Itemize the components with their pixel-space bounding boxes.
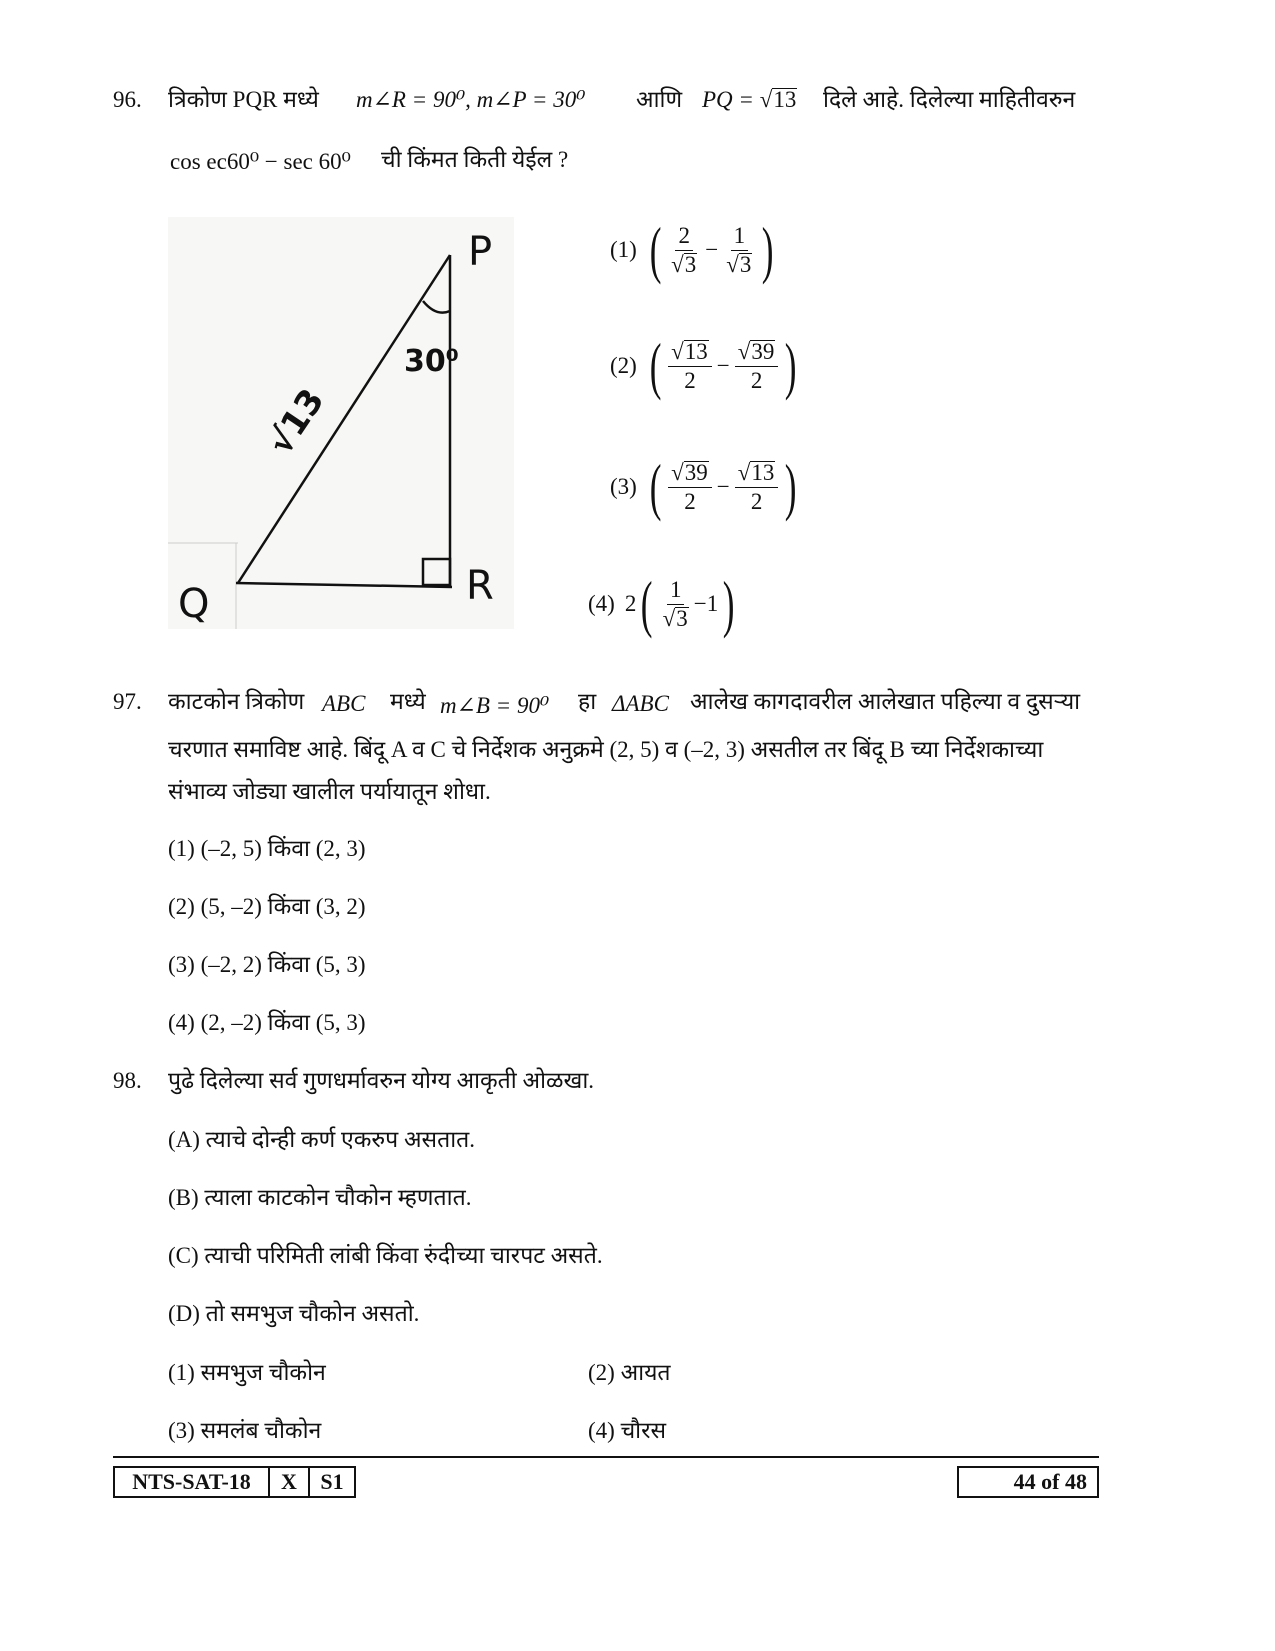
angle-label: 30⁰ <box>404 344 459 379</box>
q96-option-3[interactable] <box>610 451 802 522</box>
denominator: √3 <box>671 251 697 277</box>
q97-line1-c: हा <box>578 689 597 714</box>
q97-line1-expr2: m∠B = 90⁰ <box>440 693 550 718</box>
radicand: 3 <box>684 251 697 277</box>
option-label: (3) <box>610 474 637 499</box>
q96-expr-b <box>702 86 797 114</box>
footer-page-number: 44 of 48 <box>957 1466 1099 1498</box>
vertex-q-label: Q <box>178 581 210 627</box>
side-pq <box>238 255 450 583</box>
q97-line1-expr1: ABC <box>322 691 366 716</box>
minus-sign: − <box>716 353 730 378</box>
q96-expr-a: m∠R = 90⁰, m∠P = 30⁰ <box>356 87 586 112</box>
q97-line3: संभाव्य जोड्या खालील पर्यायातून शोधा. <box>168 779 491 804</box>
radicand: 39 <box>751 338 775 364</box>
numerator: √39 <box>668 459 712 488</box>
minus-one: −1 <box>693 591 719 616</box>
right-paren: ) <box>723 568 735 639</box>
footer-rule <box>113 1456 1099 1458</box>
q96-expr-c: cos ec60⁰ − sec 60⁰ <box>170 149 351 174</box>
triangle-figure <box>168 217 514 629</box>
denominator: √3 <box>726 251 752 277</box>
q96-expr-b-rad: 13 <box>773 87 797 112</box>
q98-option-4[interactable]: (4) चौरस <box>588 1418 667 1443</box>
minus-sign: − <box>716 474 730 499</box>
sqrt-symbol: √13 <box>759 87 797 112</box>
q98-stem: पुढे दिलेल्या सर्व गुणधर्मावरुन योग्य आकृती ओळखा. <box>168 1068 595 1093</box>
fraction <box>660 576 692 633</box>
left-paren: ( <box>649 451 662 522</box>
angle-arc <box>423 301 450 313</box>
q98-option-3[interactable]: (3) समलंब चौकोन <box>168 1418 322 1443</box>
numerator: 1 <box>667 576 685 605</box>
q98-option-1[interactable]: (1) समभुज चौकोन <box>168 1360 326 1385</box>
q96-text-b: आणि <box>636 87 683 112</box>
denominator: 2 <box>684 367 696 393</box>
q98-statement-d: (D) तो समभुज चौकोन असतो. <box>168 1301 420 1326</box>
footer-standard: X <box>268 1466 310 1498</box>
q97-line1-d: आलेख कागदावरील आलेखात पहिल्या व दुसऱ्या <box>690 689 1081 714</box>
option-label: (2) <box>610 353 637 378</box>
vertex-r-label: R <box>466 563 494 609</box>
q97-option-2[interactable]: (2) (5, –2) किंवा (3, 2) <box>168 894 366 919</box>
numerator: 1 <box>731 222 749 251</box>
q97-option-3[interactable]: (3) (–2, 2) किंवा (5, 3) <box>168 952 366 977</box>
option-label: (4) <box>588 591 615 616</box>
footer-set: S1 <box>308 1466 356 1498</box>
q96-text-c: दिले आहे. दिलेल्या माहितीवरुन <box>823 87 1076 112</box>
radicand: 3 <box>739 251 752 277</box>
option-label: (1) <box>610 237 637 262</box>
triangle-diagram <box>168 217 514 629</box>
q96-expr-b-lhs: PQ = <box>702 87 754 112</box>
q97-number: 97. <box>113 689 142 714</box>
radicand: 39 <box>684 459 708 485</box>
fraction <box>735 459 779 516</box>
numerator: √13 <box>735 459 779 488</box>
right-angle-mark <box>423 559 450 585</box>
fraction <box>723 222 755 279</box>
fraction <box>668 222 700 279</box>
denominator: 2 <box>750 367 763 393</box>
q97-option-4[interactable]: (4) (2, –2) किंवा (5, 3) <box>168 1010 366 1035</box>
left-paren: ( <box>641 568 653 639</box>
q97-option-1[interactable]: (1) (–2, 5) किंवा (2, 3) <box>168 836 366 861</box>
numerator: 2 <box>675 222 693 251</box>
footer-paper-code: NTS-SAT-18 <box>113 1466 270 1498</box>
q96-number: 96. <box>113 87 142 112</box>
q98-option-2[interactable]: (2) आयत <box>588 1360 671 1385</box>
side-length-label: √13 <box>260 381 333 463</box>
q97-line1-expr3: ΔABC <box>612 691 669 716</box>
q96-option-4[interactable] <box>588 568 740 639</box>
denominator: 2 <box>750 488 763 514</box>
radicand: 13 <box>684 338 708 364</box>
coefficient: 2 <box>624 591 637 616</box>
left-paren: ( <box>649 330 662 401</box>
q97-line1-b: मध्ये <box>390 689 426 714</box>
q96-text-d: ची किंमत किती येईल ? <box>381 147 569 172</box>
minus-sign: − <box>705 237 719 262</box>
q97-line2: चरणात समाविष्ट आहे. बिंदू A व C चे निर्देशक अनुक्रमे (2, 5) व (–2, 3) असतील तर बिंदू B च्या निर्देशकाच्या <box>168 737 1044 762</box>
fraction <box>735 338 779 395</box>
vertex-p-label: P <box>468 229 493 275</box>
fraction <box>668 459 712 516</box>
side-qr <box>236 583 452 587</box>
q96-text-a: त्रिकोण PQR मध्ये <box>168 87 319 112</box>
q98-statement-a: (A) त्याचे दोन्ही कर्ण एकरुप असतात. <box>168 1127 476 1152</box>
fraction <box>668 338 712 395</box>
radicand: 3 <box>676 605 688 631</box>
radicand: 13 <box>751 459 775 485</box>
denominator: 2 <box>684 488 696 514</box>
q97-line1-a: काटकोन त्रिकोण <box>168 689 305 714</box>
q98-statement-b: (B) त्याला काटकोन चौकोन म्हणतात. <box>168 1185 472 1210</box>
right-paren: ) <box>785 330 797 401</box>
right-paren: ) <box>762 214 774 285</box>
q98-statement-c: (C) त्याची परिमिती लांबी किंवा रुंदीच्या चारपट असते. <box>168 1243 603 1268</box>
denominator: √3 <box>662 605 688 631</box>
numerator: √13 <box>668 338 712 367</box>
q98-number: 98. <box>113 1068 142 1093</box>
right-paren: ) <box>785 451 797 522</box>
numerator: √39 <box>735 338 779 367</box>
q96-option-1[interactable] <box>610 214 779 285</box>
left-paren: ( <box>649 214 662 285</box>
q96-option-2[interactable] <box>610 330 802 401</box>
